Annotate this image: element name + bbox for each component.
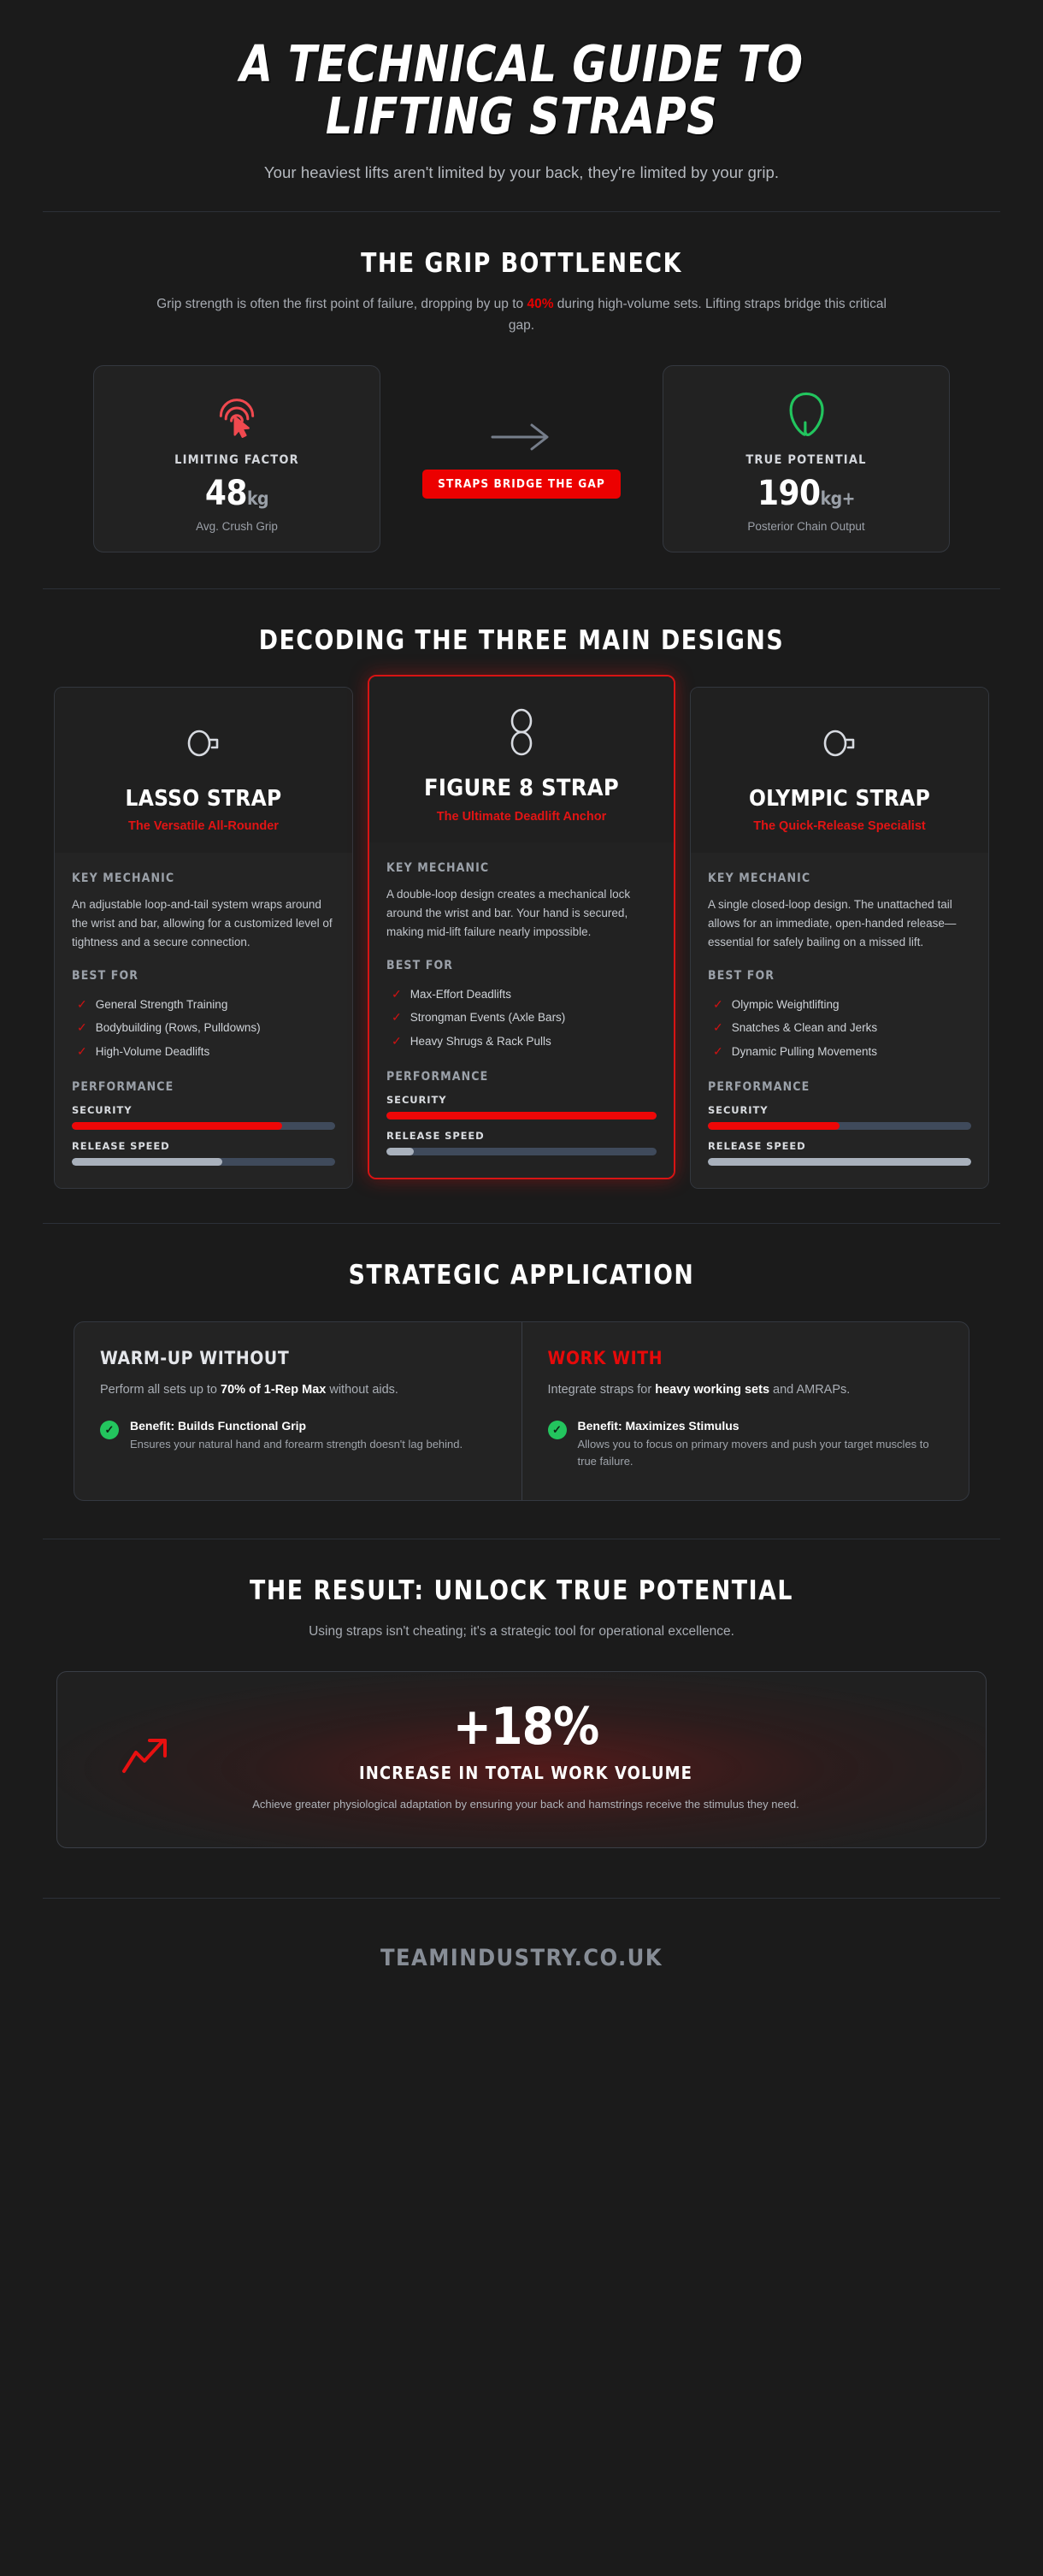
stat-caption-limiting-factor: Avg. Crush Grip bbox=[196, 520, 278, 534]
best-for-list bbox=[708, 993, 971, 1064]
stat-label-true-potential: TRUE POTENTIAL bbox=[745, 453, 867, 468]
design-card-header bbox=[369, 676, 674, 842]
result-description: Achieve greater physiological adaptation by ensuring your back and hamstrings receive the stimulus they need. bbox=[252, 1798, 799, 1811]
design-card-title: OLYMPIC STRAP bbox=[748, 786, 931, 812]
design-card-3[interactable] bbox=[690, 687, 989, 1189]
performance-heading: PERFORMANCE bbox=[708, 1080, 810, 1095]
strategy-column-body: Integrate straps for heavy working sets and AMRAPs. bbox=[547, 1383, 851, 1397]
performance-heading: PERFORMANCE bbox=[72, 1080, 174, 1095]
key-mechanic-text: A double-loop design creates a mechanical lock around the wrist and bar. Your hand is secured, making mid-lift failure nearly impossible. bbox=[386, 888, 631, 938]
key-mechanic-heading: KEY MECHANIC bbox=[72, 871, 175, 885]
key-mechanic-text: A single closed-loop design. The unattached tail allows for an immediate, open-handed release—essential for safely bailing on a missed lift. bbox=[708, 897, 957, 948]
result-text-block bbox=[103, 1697, 948, 1813]
stat-card-limiting-factor bbox=[93, 365, 380, 552]
result-big-label: INCREASE IN TOTAL WORK VOLUME bbox=[358, 1763, 693, 1784]
design-card-body bbox=[55, 853, 352, 1188]
true-potential-unit: kg+ bbox=[820, 488, 856, 510]
strategy-benefit-text bbox=[130, 1419, 463, 1453]
strategy-column-heading: WARM-UP WITHOUT bbox=[100, 1348, 290, 1369]
best-for-list bbox=[386, 983, 657, 1054]
page-footer bbox=[21, 1898, 1022, 2021]
strategy-benefit-desc: Ensures your natural hand and forearm strength doesn't lag behind. bbox=[130, 1438, 463, 1451]
best-for-item bbox=[72, 1040, 335, 1064]
best-for-heading: BEST FOR bbox=[72, 968, 139, 983]
section-grip-bottleneck bbox=[21, 212, 1022, 589]
best-for-label: Bodybuilding (Rows, Pulldowns) bbox=[95, 1021, 261, 1035]
strategy-benefit-desc: Allows you to focus on primary movers and push your target muscles to true failure. bbox=[577, 1438, 929, 1468]
section-title-strategy: STRATEGIC APPLICATION bbox=[348, 1260, 695, 1291]
release-speed-bar bbox=[386, 1148, 657, 1155]
security-label: SECURITY bbox=[708, 1104, 769, 1117]
section-strategy bbox=[21, 1224, 1022, 1538]
best-for-item bbox=[386, 1006, 657, 1030]
strategy-column-body-emphasis: 70% of 1-Rep Max bbox=[221, 1383, 327, 1397]
strategy-benefit-text bbox=[578, 1419, 944, 1470]
best-for-item bbox=[72, 993, 335, 1017]
release-speed-bar-fill bbox=[386, 1148, 414, 1155]
design-card-tagline: The Versatile All-Rounder bbox=[128, 819, 279, 834]
result-big-value: +18% bbox=[452, 1697, 599, 1758]
release-speed-bar-fill bbox=[72, 1158, 222, 1166]
best-for-label: General Strength Training bbox=[95, 997, 228, 1011]
best-for-label: Snatches & Clean and Jerks bbox=[731, 1021, 878, 1035]
stat-value-limiting-factor bbox=[109, 474, 364, 513]
security-bar-fill bbox=[708, 1122, 840, 1130]
check-mark-icon: ✓ bbox=[392, 1033, 402, 1048]
page-title-line1: A TECHNICAL GUIDE TO bbox=[239, 34, 804, 93]
page-title-line2: LIFTING STRAPS bbox=[325, 86, 718, 146]
best-for-label: High-Volume Deadlifts bbox=[95, 1044, 210, 1058]
best-for-item bbox=[386, 1030, 657, 1054]
design-card-2[interactable] bbox=[368, 675, 675, 1179]
release-speed-label: RELEASE SPEED bbox=[708, 1140, 806, 1153]
figure-eight-icon bbox=[385, 700, 658, 764]
design-card-1[interactable] bbox=[54, 687, 353, 1189]
strategy-column-2 bbox=[522, 1322, 969, 1499]
best-for-item bbox=[72, 1016, 335, 1040]
best-for-list bbox=[72, 993, 335, 1064]
limiting-factor-unit: kg bbox=[246, 488, 269, 510]
check-mark-icon: ✓ bbox=[713, 996, 723, 1011]
strategy-column-body: Perform all sets up to 70% of 1-Rep Max without aids. bbox=[100, 1383, 398, 1397]
release-speed-label: RELEASE SPEED bbox=[386, 1130, 485, 1143]
bottleneck-sub-post: during high-volume sets. Lifting straps bridge this critical gap. bbox=[508, 296, 887, 333]
muscle-back-icon bbox=[679, 388, 934, 440]
design-card-title: FIGURE 8 STRAP bbox=[424, 775, 619, 802]
design-card-tagline: The Quick-Release Specialist bbox=[753, 819, 926, 834]
check-mark-icon: ✓ bbox=[77, 1020, 87, 1035]
section-subtitle-bottleneck bbox=[154, 294, 889, 337]
lasso-loop-icon bbox=[70, 712, 337, 775]
strategy-column-body-emphasis: heavy working sets bbox=[655, 1383, 770, 1397]
security-bar-fill bbox=[72, 1122, 282, 1130]
result-panel bbox=[56, 1671, 987, 1848]
limiting-factor-number: 48 bbox=[204, 474, 247, 514]
section-title-result: THE RESULT: UNLOCK TRUE POTENTIAL bbox=[250, 1575, 793, 1606]
design-card-body bbox=[369, 842, 674, 1178]
design-card-header bbox=[691, 688, 988, 853]
true-potential-number: 190 bbox=[757, 474, 821, 514]
section-title-designs: DECODING THE THREE MAIN DESIGNS bbox=[258, 625, 785, 657]
design-card-tagline: The Ultimate Deadlift Anchor bbox=[436, 809, 607, 824]
best-for-heading: BEST FOR bbox=[386, 958, 454, 972]
stat-label-limiting-factor: LIMITING FACTOR bbox=[174, 453, 299, 468]
strategy-benefit-title: Benefit: Maximizes Stimulus bbox=[577, 1419, 740, 1433]
best-for-item bbox=[386, 983, 657, 1007]
performance-heading: PERFORMANCE bbox=[386, 1070, 489, 1084]
arrow-right-icon bbox=[489, 420, 554, 454]
security-bar bbox=[386, 1112, 657, 1120]
stat-caption-true-potential: Posterior Chain Output bbox=[747, 520, 865, 534]
section-designs bbox=[21, 589, 1022, 1223]
section-result bbox=[21, 1539, 1022, 1864]
strategy-benefit bbox=[100, 1419, 496, 1453]
check-mark-icon: ✓ bbox=[392, 1010, 402, 1025]
best-for-item bbox=[708, 1040, 971, 1064]
security-label: SECURITY bbox=[72, 1104, 133, 1117]
release-speed-bar-fill bbox=[708, 1158, 971, 1166]
page-title bbox=[56, 34, 987, 146]
bottleneck-sub-accent: 40% bbox=[527, 296, 554, 311]
olympic-loop-icon bbox=[706, 712, 973, 775]
best-for-label: Olympic Weightlifting bbox=[731, 997, 840, 1011]
section-subtitle-result: Using straps isn't cheating; it's a strategic tool for operational excellence. bbox=[309, 1623, 734, 1639]
release-speed-label: RELEASE SPEED bbox=[72, 1140, 170, 1153]
bridge-block bbox=[380, 420, 663, 499]
key-mechanic-text: An adjustable loop-and-tail system wraps around the wrist and bar, allowing for a customized level of tightness and a secure connection. bbox=[72, 897, 333, 948]
release-speed-bar bbox=[72, 1158, 335, 1166]
release-speed-bar bbox=[708, 1158, 971, 1166]
straps-bridge-badge: STRAPS BRIDGE THE GAP bbox=[422, 470, 621, 499]
best-for-heading: BEST FOR bbox=[708, 968, 775, 983]
strategy-benefit-title: Benefit: Builds Functional Grip bbox=[130, 1419, 307, 1433]
strategy-column-1 bbox=[74, 1322, 522, 1499]
security-bar bbox=[708, 1122, 971, 1130]
design-card-title: LASSO STRAP bbox=[125, 786, 282, 812]
bottleneck-row bbox=[32, 365, 1011, 552]
hero-header bbox=[21, 0, 1022, 211]
best-for-label: Heavy Shrugs & Rack Pulls bbox=[410, 1034, 551, 1048]
check-mark-icon: ✓ bbox=[392, 986, 402, 1001]
check-mark-icon: ✓ bbox=[713, 1043, 723, 1058]
footer-brand: TEAMINDUSTRY.CO.UK bbox=[380, 1945, 663, 1972]
key-mechanic-heading: KEY MECHANIC bbox=[386, 861, 490, 876]
security-label: SECURITY bbox=[386, 1094, 447, 1107]
security-bar-fill bbox=[386, 1112, 657, 1120]
check-mark-icon: ✓ bbox=[77, 1043, 87, 1058]
strategy-column-heading: WORK WITH bbox=[547, 1348, 663, 1369]
best-for-label: Dynamic Pulling Movements bbox=[731, 1044, 878, 1058]
strategy-benefit bbox=[548, 1419, 944, 1470]
strategy-panel bbox=[74, 1321, 969, 1500]
hero-subtitle: Your heaviest lifts aren't limited by your back, they're limited by your grip. bbox=[263, 162, 780, 181]
check-mark-icon: ✓ bbox=[77, 996, 87, 1011]
best-for-item bbox=[708, 993, 971, 1017]
check-mark-icon: ✓ bbox=[713, 1020, 723, 1035]
design-card-header bbox=[55, 688, 352, 853]
design-card-body bbox=[691, 853, 988, 1188]
stat-value-true-potential bbox=[679, 474, 934, 513]
security-bar bbox=[72, 1122, 335, 1130]
check-circle-icon: ✓ bbox=[100, 1421, 119, 1439]
section-title-bottleneck: THE GRIP BOTTLENECK bbox=[361, 247, 682, 279]
check-circle-icon: ✓ bbox=[548, 1421, 567, 1439]
best-for-label: Max-Effort Deadlifts bbox=[410, 987, 512, 1001]
stat-card-true-potential bbox=[663, 365, 950, 552]
best-for-item bbox=[708, 1016, 971, 1040]
bottleneck-sub-pre: Grip strength is often the first point of failure, dropping by up to bbox=[156, 296, 527, 311]
key-mechanic-heading: KEY MECHANIC bbox=[708, 871, 811, 885]
design-cards-row bbox=[39, 687, 1004, 1189]
fingerprint-cursor-icon bbox=[109, 388, 364, 440]
best-for-label: Strongman Events (Axle Bars) bbox=[410, 1011, 566, 1025]
